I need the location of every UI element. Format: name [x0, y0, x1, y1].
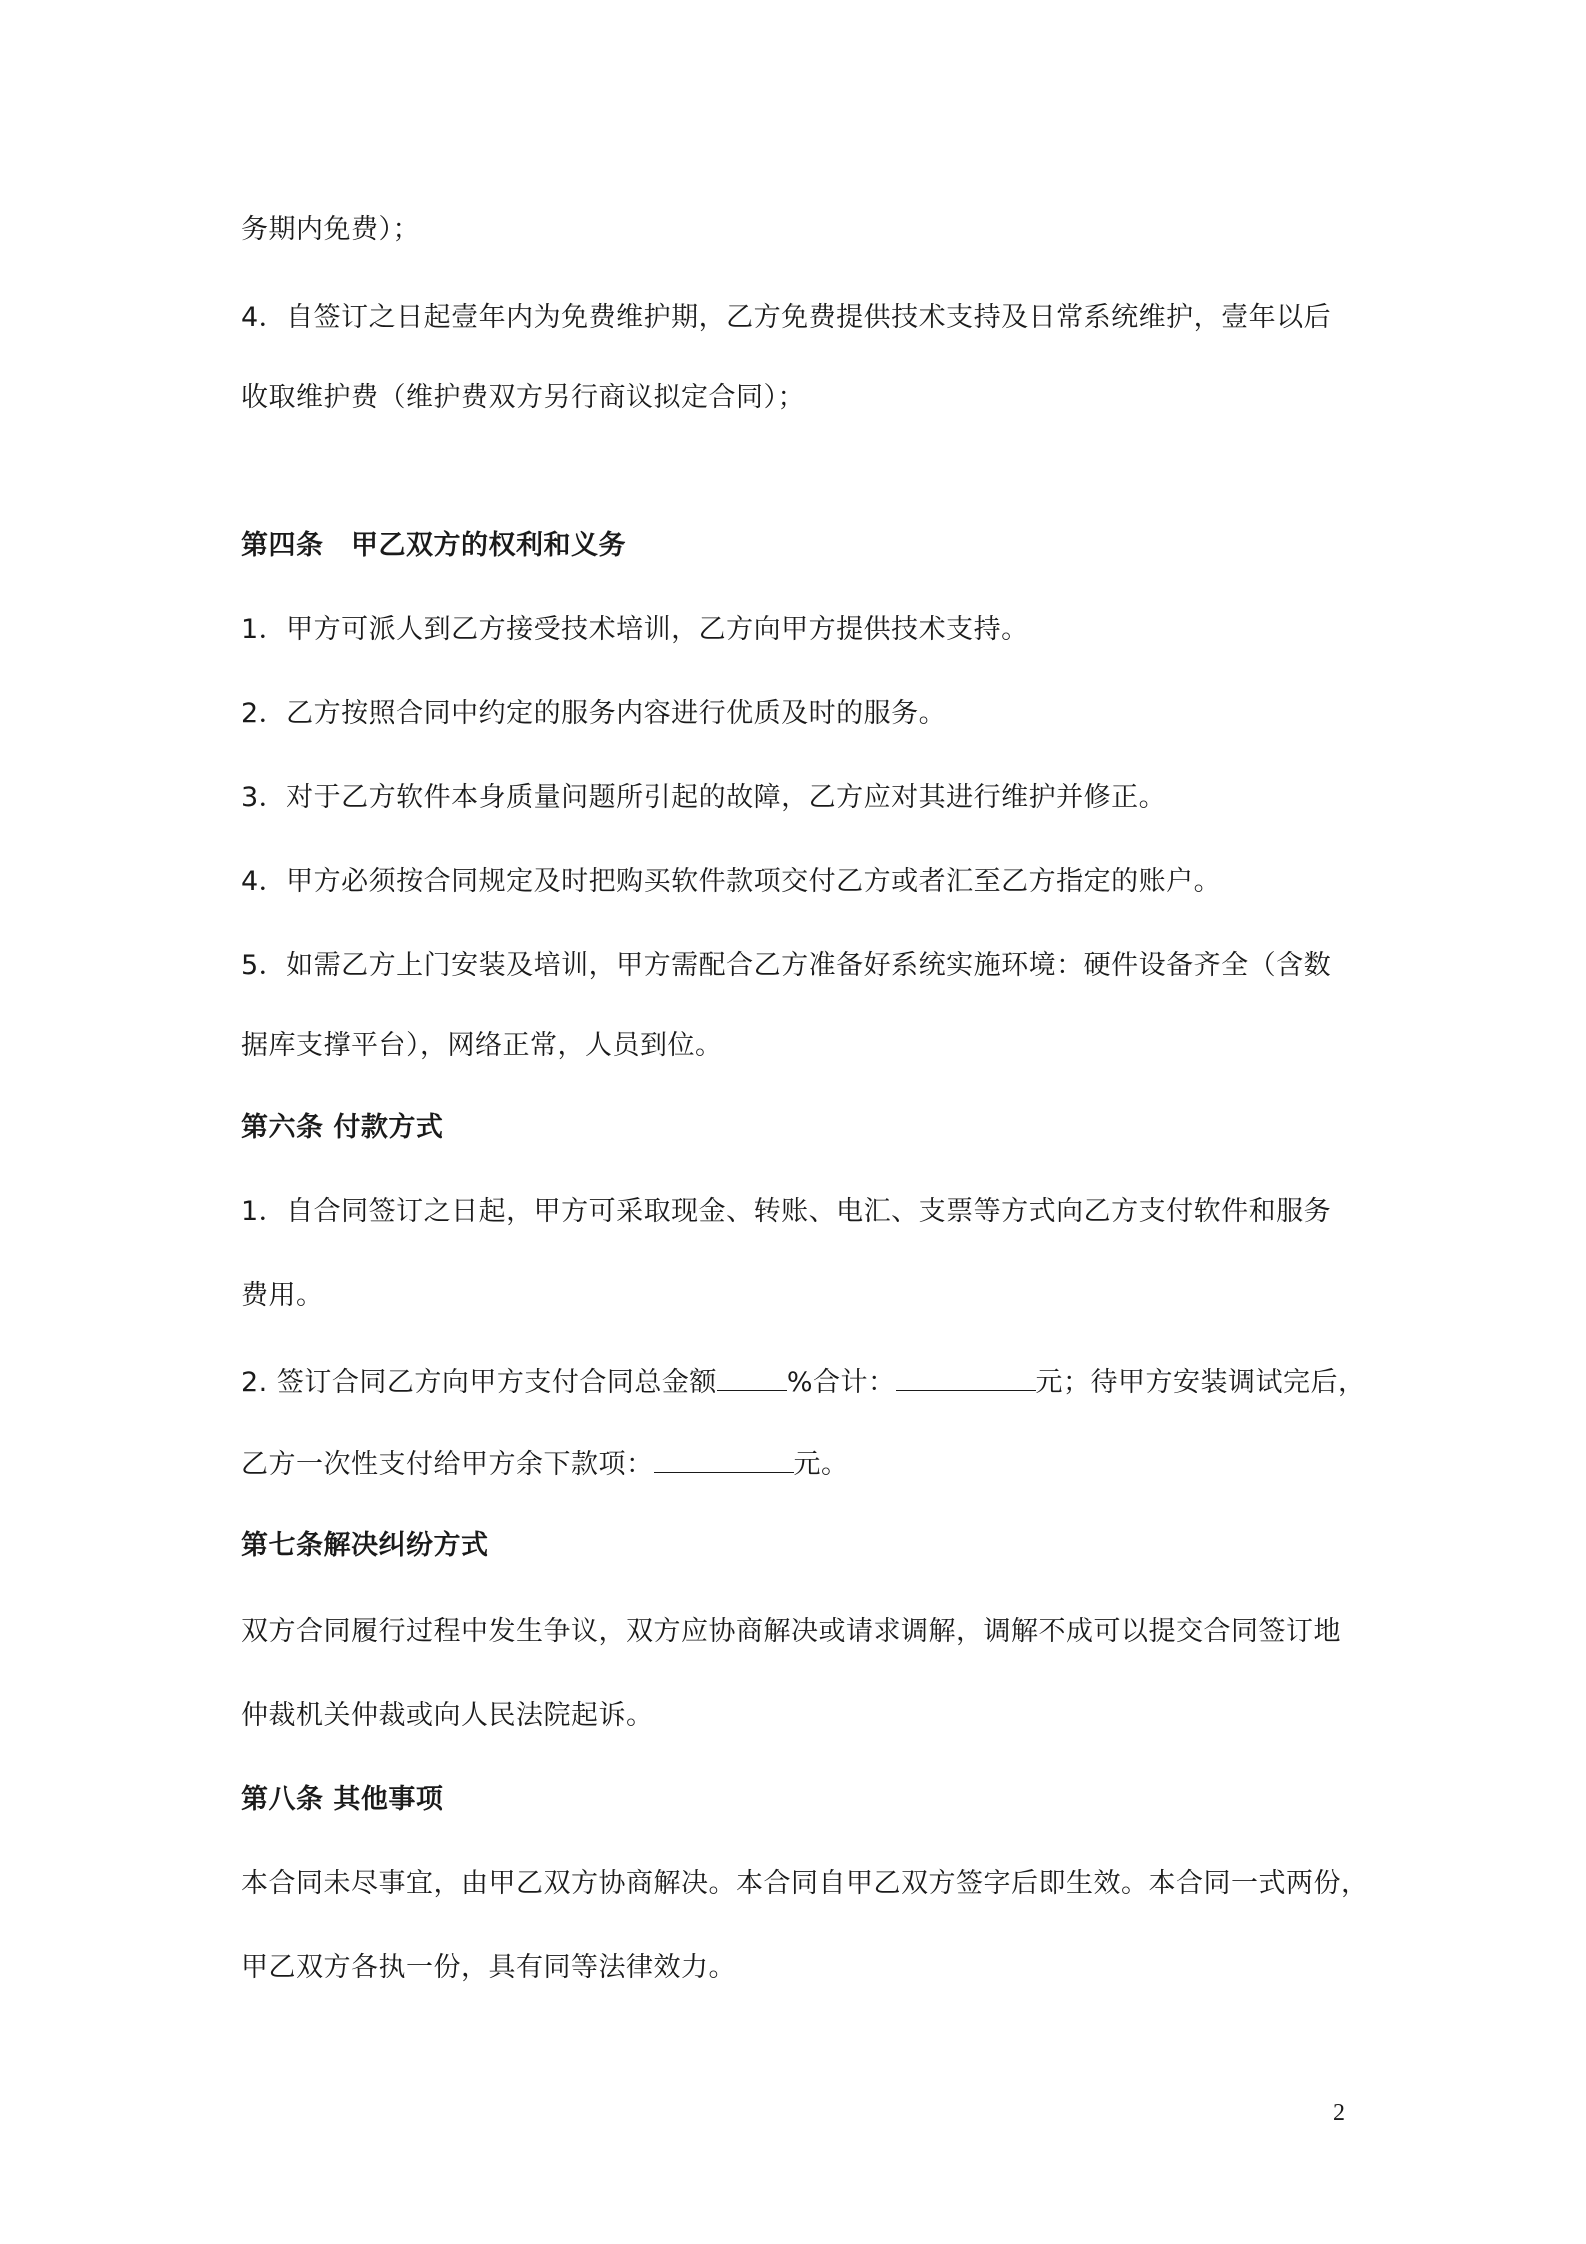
clause3-item4-line2: 收取维护费（维护费双方另行商议拟定合同）； [241, 382, 805, 413]
article8-body-line1: 本合同未尽事宜，由甲乙双方协商解决。本合同自甲乙双方签字后即生效。本合同一式两份， [241, 1868, 1369, 1899]
page-number: 2 [1333, 2100, 1345, 2126]
article6-item2-text-a: 2. 签订合同乙方向甲方支付合同总金额 [241, 1367, 717, 1398]
article6-item2-text-e: 元。 [793, 1449, 849, 1480]
article4-heading: 第四条 甲乙双方的权利和义务 [241, 530, 626, 561]
article6-heading: 第六条 付款方式 [241, 1112, 444, 1143]
article4-item4: 4．甲方必须按合同规定及时把购买软件款项交付乙方或者汇至乙方指定的账户。 [241, 866, 1222, 897]
total-amount-blank-field[interactable] [896, 1360, 1036, 1391]
article4-item2: 2．乙方按照合同中约定的服务内容进行优质及时的服务。 [241, 698, 947, 729]
percent-blank-field[interactable] [717, 1360, 787, 1391]
article4-item1: 1．甲方可派人到乙方接受技术培训，乙方向甲方提供技术支持。 [241, 614, 1029, 645]
article6-item2-text-d: 乙方一次性支付给甲方余下款项： [241, 1449, 654, 1480]
continuation-text: 务期内免费）； [241, 214, 420, 245]
article6-item2-line2 [241, 1442, 1361, 1485]
article7-body-line2: 仲裁机关仲裁或向人民法院起诉。 [241, 1700, 654, 1731]
article6-item2-line1 [241, 1360, 1366, 1403]
article6-item1-line1: 1．自合同签订之日起，甲方可采取现金、转账、电汇、支票等方式向乙方支付软件和服务 [241, 1196, 1332, 1227]
article7-body-line1: 双方合同履行过程中发生争议，双方应协商解决或请求调解，调解不成可以提交合同签订地 [241, 1616, 1341, 1647]
article8-body-line2: 甲乙双方各执一份，具有同等法律效力。 [241, 1952, 736, 1983]
article6-item2-text-b: %合计： [786, 1367, 896, 1398]
remaining-amount-blank-field[interactable] [654, 1442, 794, 1473]
article4-item3: 3．对于乙方软件本身质量问题所引起的故障，乙方应对其进行维护并修正。 [241, 782, 1167, 813]
article4-item5-line1: 5．如需乙方上门安装及培训，甲方需配合乙方准备好系统实施环境：硬件设备齐全（含数 [241, 950, 1332, 981]
article6-item1-line2: 费用。 [241, 1280, 324, 1311]
article8-heading: 第八条 其他事项 [241, 1784, 444, 1815]
article6-item2-text-c: 元；待甲方安装调试完后， [1035, 1367, 1366, 1398]
article4-item5-line2: 据库支撑平台），网络正常，人员到位。 [241, 1030, 723, 1061]
article7-heading: 第七条解决纠纷方式 [241, 1530, 489, 1561]
clause3-item4-line1: 4．自签订之日起壹年内为免费维护期，乙方免费提供技术支持及日常系统维护，壹年以后 [241, 302, 1332, 333]
